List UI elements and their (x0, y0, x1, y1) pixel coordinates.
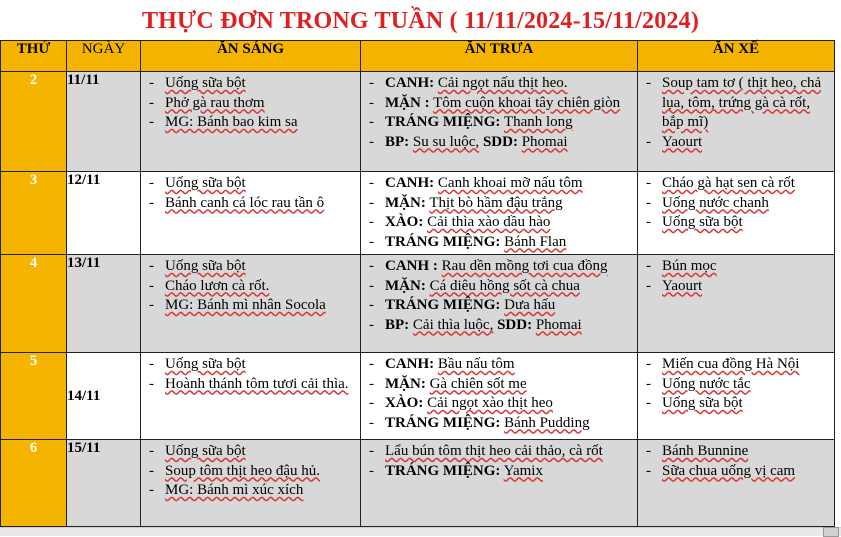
weekly-menu-table (0, 40, 835, 527)
cell-an-xe (638, 172, 835, 255)
dish-category-label: TRÁNG MIỆNG: (385, 114, 501, 130)
menu-item (365, 316, 633, 336)
menu-item (145, 355, 356, 375)
dish-category-label: XÀO: (385, 395, 424, 411)
menu-item (365, 277, 633, 297)
dish-name: Bầu nấu tôm (437, 356, 515, 372)
menu-item (642, 174, 830, 194)
header-ngay: NGÀY (67, 41, 141, 72)
menu-date: 13/11 (67, 255, 141, 353)
cell-an-xe (638, 440, 835, 527)
menu-item-list (141, 440, 360, 501)
cell-an-sang (141, 440, 361, 527)
menu-item (365, 233, 633, 253)
header-an-trua: ĂN TRƯA (361, 41, 638, 72)
weekday-number: 5 (1, 353, 67, 440)
dish-name: Uống sữa bột (165, 75, 246, 91)
menu-title: THỰC ĐƠN TRONG TUẦN ( 11/11/2024-15/11/2024) (141, 8, 700, 34)
dish-name: Cháo gà hạt sen cà rốt (662, 175, 795, 191)
menu-item (642, 133, 830, 153)
weekday-number: 2 (1, 72, 67, 172)
menu-item (365, 174, 633, 194)
dish-name: Yamix (503, 462, 543, 479)
dish-name: MG: Bánh mì xúc xích (165, 482, 304, 498)
dish-name: Uống sữa bột (165, 175, 246, 191)
dish-name: Cá diêu hồng sốt cà chua (429, 277, 580, 294)
header-thu: THỨ (1, 41, 67, 72)
menu-item-list (638, 353, 834, 414)
dish-category-label: XÀO: (385, 214, 424, 230)
menu-item (365, 213, 633, 233)
dish-name: Bánh Flan (504, 233, 567, 250)
menu-item (365, 133, 633, 153)
cell-an-trua (361, 440, 638, 527)
dish-category-label: MẶN : (385, 94, 430, 111)
dish-name: Yaourt (662, 133, 703, 150)
dish-name: Uống sữa bột (165, 443, 246, 459)
dish-name: Bún mọc (662, 258, 717, 274)
cell-an-trua (361, 72, 638, 172)
dish-name: Uống sữa bột (662, 395, 743, 411)
cell-an-trua (361, 353, 638, 440)
cell-an-xe (638, 353, 835, 440)
dish-name: Uống sữa bột (165, 356, 246, 372)
cell-an-sang (141, 353, 361, 440)
dish-name: Bánh canh cá lóc rau tần ô (165, 194, 325, 211)
dish-name: Uống sữa bột (165, 258, 246, 274)
dish-name: Gà chiên sốt me (429, 375, 527, 392)
dish-category-label: CANH: (385, 175, 435, 191)
menu-item (365, 94, 633, 114)
menu-item-list (361, 353, 637, 433)
dish-name: Uống nước tắc (662, 375, 751, 392)
menu-item (365, 194, 633, 214)
menu-item (145, 194, 356, 214)
menu-item (365, 394, 633, 414)
dish-category-label: TRÁNG MIỆNG: (385, 462, 501, 479)
menu-item (145, 462, 356, 482)
dish-name: Soup tôm thịt heo đậu hủ. (165, 462, 320, 479)
dish-category-label: BP: (385, 316, 410, 333)
menu-item (145, 277, 356, 297)
cell-an-xe (638, 255, 835, 353)
dish-name: Dưa hấu (504, 297, 556, 313)
menu-item-list (361, 72, 637, 152)
cell-an-sang (141, 255, 361, 353)
menu-item (145, 481, 356, 501)
menu-item-list (141, 353, 360, 394)
menu-item-list (361, 440, 637, 481)
weekday-number: 6 (1, 440, 67, 527)
dish-name: Lẩu bún tôm thịt heo cải thảo, cà rốt (385, 443, 603, 459)
dish-category-label: MẶN: (385, 194, 426, 211)
dish-category-label: TRÁNG MIỆNG: (385, 414, 501, 431)
menu-day-row (1, 172, 835, 255)
menu-item-list (638, 255, 834, 296)
header-row (1, 41, 835, 72)
menu-item (642, 194, 830, 214)
menu-item (642, 462, 830, 482)
menu-item-list (141, 72, 360, 133)
dish-name: MG: Bánh bao kim sa (165, 114, 298, 130)
cell-an-trua (361, 172, 638, 255)
menu-item (365, 355, 633, 375)
dish-category-label: CANH : (385, 258, 438, 274)
dish-category-label: MẶN: (385, 277, 426, 294)
menu-date: 12/11 (67, 172, 141, 255)
menu-item-list (141, 172, 360, 213)
menu-item (145, 174, 356, 194)
dish-name: Bánh Pudding (504, 414, 590, 431)
cell-an-xe (638, 72, 835, 172)
dish-name: Bánh Bunnine (662, 443, 749, 459)
menu-body (1, 72, 835, 527)
menu-day-row (1, 255, 835, 353)
menu-item (642, 277, 830, 297)
menu-item (365, 375, 633, 395)
dish-name: Phở gà rau thơm (165, 94, 265, 111)
menu-date: 14/11 (67, 353, 141, 440)
cell-an-sang (141, 172, 361, 255)
dish-name: Thịt bò hầm đậu trắng (429, 194, 563, 211)
header-an-xe: ĂN XẾ (638, 41, 835, 72)
menu-item-list (141, 255, 360, 316)
dish-name: Soup tam tơ ( thịt heo, chả lụa, tôm, trứng gà cà rốt, bắp mĩ) (662, 75, 822, 130)
dish-name: Phomai (535, 316, 582, 333)
dish-name: Phomai (521, 133, 568, 150)
dish-name: Yaourt (662, 277, 703, 294)
menu-item (365, 74, 633, 94)
menu-date: 11/11 (67, 72, 141, 172)
menu-item (145, 94, 356, 114)
header-an-sang: ĂN SÁNG (141, 41, 361, 72)
menu-item (642, 375, 830, 395)
dish-category-label: TRÁNG MIỆNG: (385, 233, 501, 250)
dish-category-label: TRÁNG MIỆNG: (385, 297, 501, 313)
menu-item (145, 296, 356, 316)
weekday-number: 4 (1, 255, 67, 353)
dish-category-label: MẶN: (385, 375, 426, 392)
dish-name: Tôm cuộn khoai tây chiên giòn (433, 94, 621, 111)
menu-item (642, 257, 830, 277)
dish-category-label: SDD: (497, 316, 533, 333)
menu-item (642, 355, 830, 375)
menu-day-row (1, 72, 835, 172)
menu-item-list (638, 72, 834, 152)
dish-name: Su su luộc, (412, 133, 480, 150)
dish-category-label: BP: (385, 133, 410, 150)
dish-name: Canh khoai mỡ nấu tôm (437, 175, 583, 191)
menu-item-list (638, 172, 834, 233)
dish-name: Sữa chua uống vị cam (662, 462, 796, 479)
menu-day-row (1, 440, 835, 527)
cell-an-sang (141, 72, 361, 172)
menu-item-list (361, 255, 637, 335)
menu-item (145, 257, 356, 277)
menu-item (145, 442, 356, 462)
dish-name: Cải thìa luộc, (412, 316, 494, 333)
scroll-handle-icon[interactable] (823, 527, 839, 537)
menu-date: 15/11 (67, 440, 141, 527)
dish-name: Cải thìa xào dầu hào (427, 214, 551, 230)
menu-item (642, 442, 830, 462)
dish-name: Rau dền mồng tơi cua đồng (441, 258, 608, 274)
dish-name: Uống sữa bột (662, 214, 743, 230)
menu-item (365, 462, 633, 482)
cell-an-trua (361, 255, 638, 353)
dish-category-label: SDD: (482, 133, 518, 150)
menu-day-row (1, 353, 835, 440)
menu-item (365, 296, 633, 316)
dish-name: Cháo lươn cà rốt. (165, 277, 270, 294)
menu-item (365, 414, 633, 434)
menu-item (365, 442, 633, 462)
dish-name: Cải ngọt nấu thịt heo. (437, 75, 568, 91)
dish-name: Miến cua đồng Hà Nội (662, 356, 800, 372)
menu-item (145, 375, 356, 395)
dish-name: Uống nước chanh (662, 194, 769, 211)
dish-name: Hoành thánh tôm tươi cải thìa. (165, 375, 349, 392)
dish-name: Thanh long (503, 114, 573, 130)
menu-item (365, 113, 633, 133)
dish-name: Cải ngọt xào thịt heo (427, 395, 553, 411)
weekday-number: 3 (1, 172, 67, 255)
dish-name: MG: Bánh mì nhân Socola (165, 297, 326, 313)
menu-item-list (361, 172, 637, 252)
dish-category-label: CANH: (385, 75, 435, 91)
menu-item (642, 74, 830, 133)
menu-item (642, 394, 830, 414)
menu-item (145, 74, 356, 94)
menu-item (145, 113, 356, 133)
menu-item (642, 213, 830, 233)
dish-category-label: CANH: (385, 356, 435, 372)
menu-item-list (638, 440, 834, 481)
menu-item (365, 257, 633, 277)
